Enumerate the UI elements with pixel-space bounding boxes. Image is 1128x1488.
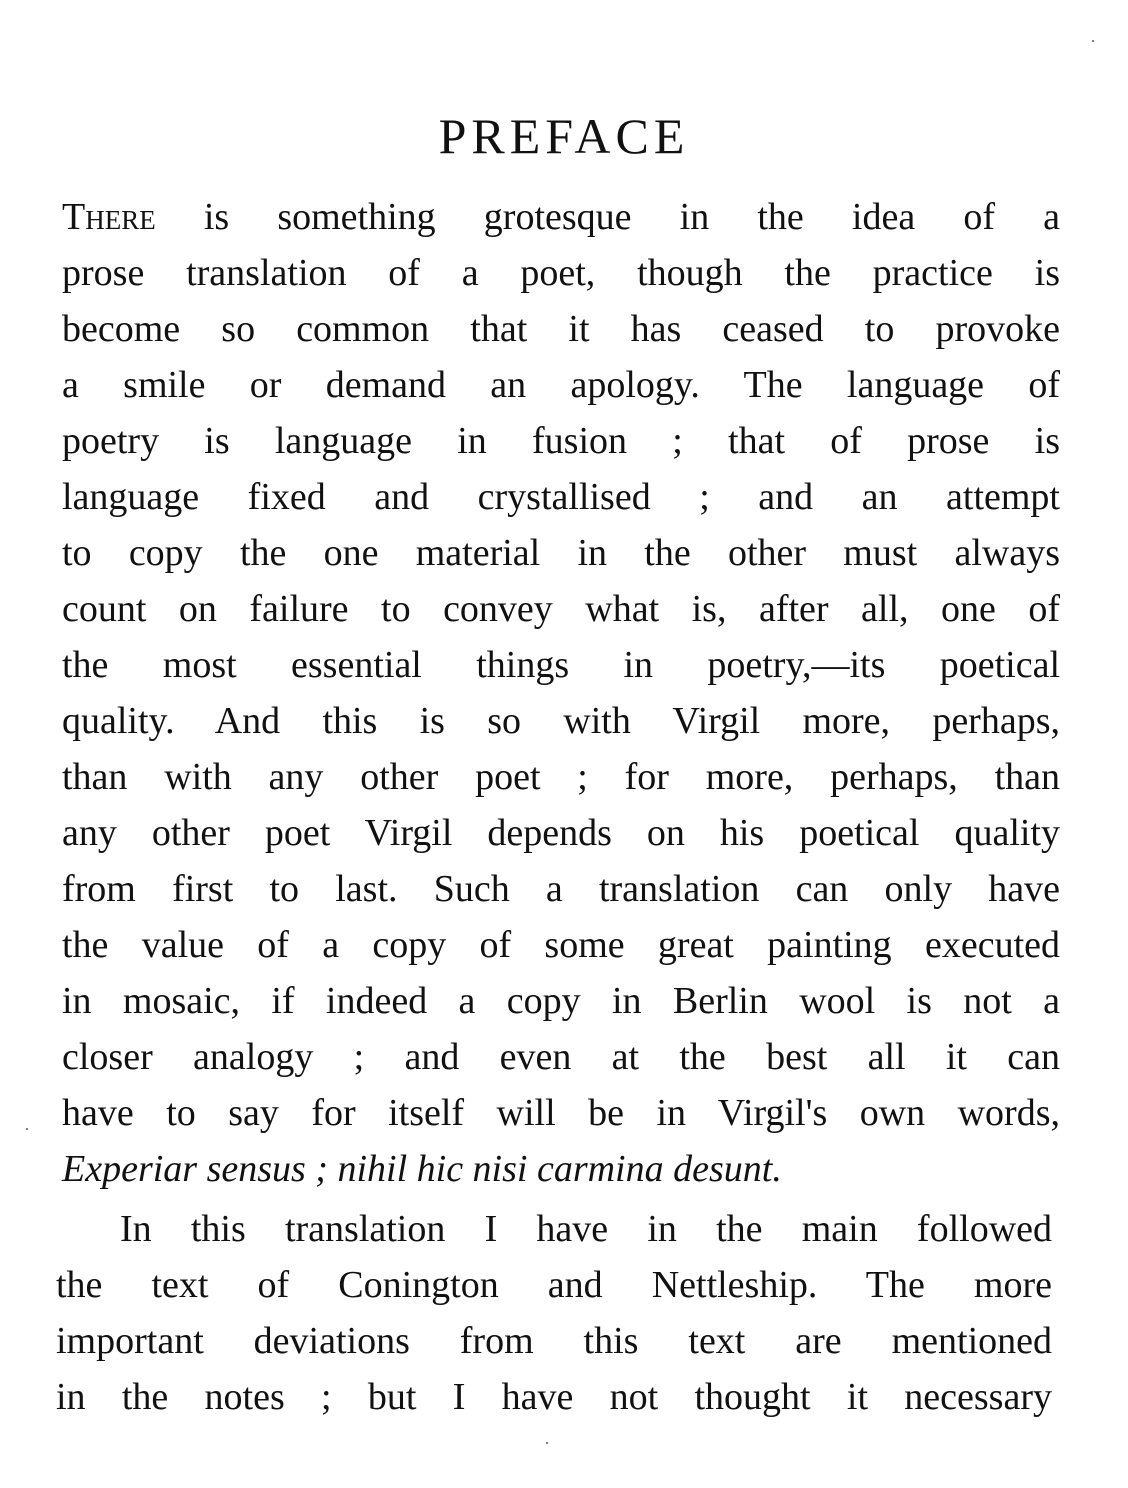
text-line: in mosaic, if indeed a copy in Berlin wool is not a: [62, 980, 1060, 1022]
text-line: the text of Conington and Nettleship. The more: [56, 1264, 1052, 1306]
text-line: the value of a copy of some great painting executed: [62, 924, 1060, 966]
text-line: a smile or demand an apology. The language of: [62, 364, 1060, 406]
text-line: from first to last. Such a translation can only have: [62, 868, 1060, 910]
text-line: become so common that it has ceased to provoke: [62, 308, 1060, 350]
text-line: In this translation I have in the main followed: [120, 1208, 1052, 1250]
paper-speck: [26, 1128, 28, 1130]
text-line: the most essential things in poetry,—its poetical: [62, 644, 1060, 686]
paper-speck: [546, 1442, 548, 1444]
page-title: PREFACE: [438, 107, 690, 164]
text-line: [62, 192, 1060, 242]
text-line: important deviations from this text are mentioned: [56, 1320, 1052, 1362]
text-line: any other poet Virgil depends on his poetical quality: [62, 812, 1060, 854]
text-line: closer analogy ; and even at the best all it can: [62, 1036, 1060, 1078]
text-line: poetry is language in fusion ; that of prose is: [62, 420, 1060, 462]
text-line: have to say for itself will be in Virgil's own words,: [62, 1092, 1060, 1134]
line-text: is something grotesque in the idea of a: [155, 196, 1060, 238]
text-line: in the notes ; but I have not thought it necessary: [56, 1376, 1052, 1418]
paper-speck: [1092, 40, 1094, 42]
text-line: to copy the one material in the other must always: [62, 532, 1060, 574]
opening-word: There: [62, 196, 156, 238]
text-line: quality. And this is so with Virgil more, perhaps,: [62, 700, 1060, 742]
latin-quotation: Experiar sensus ; nihil hic nisi carmina desunt.: [62, 1148, 782, 1190]
text-line: language fixed and crystallised ; and an attempt: [62, 476, 1060, 518]
text-line: than with any other poet ; for more, perhaps, than: [62, 756, 1060, 798]
text-line: count on failure to convey what is, after all, one of: [62, 588, 1060, 630]
text-line: prose translation of a poet, though the practice is: [62, 252, 1060, 294]
